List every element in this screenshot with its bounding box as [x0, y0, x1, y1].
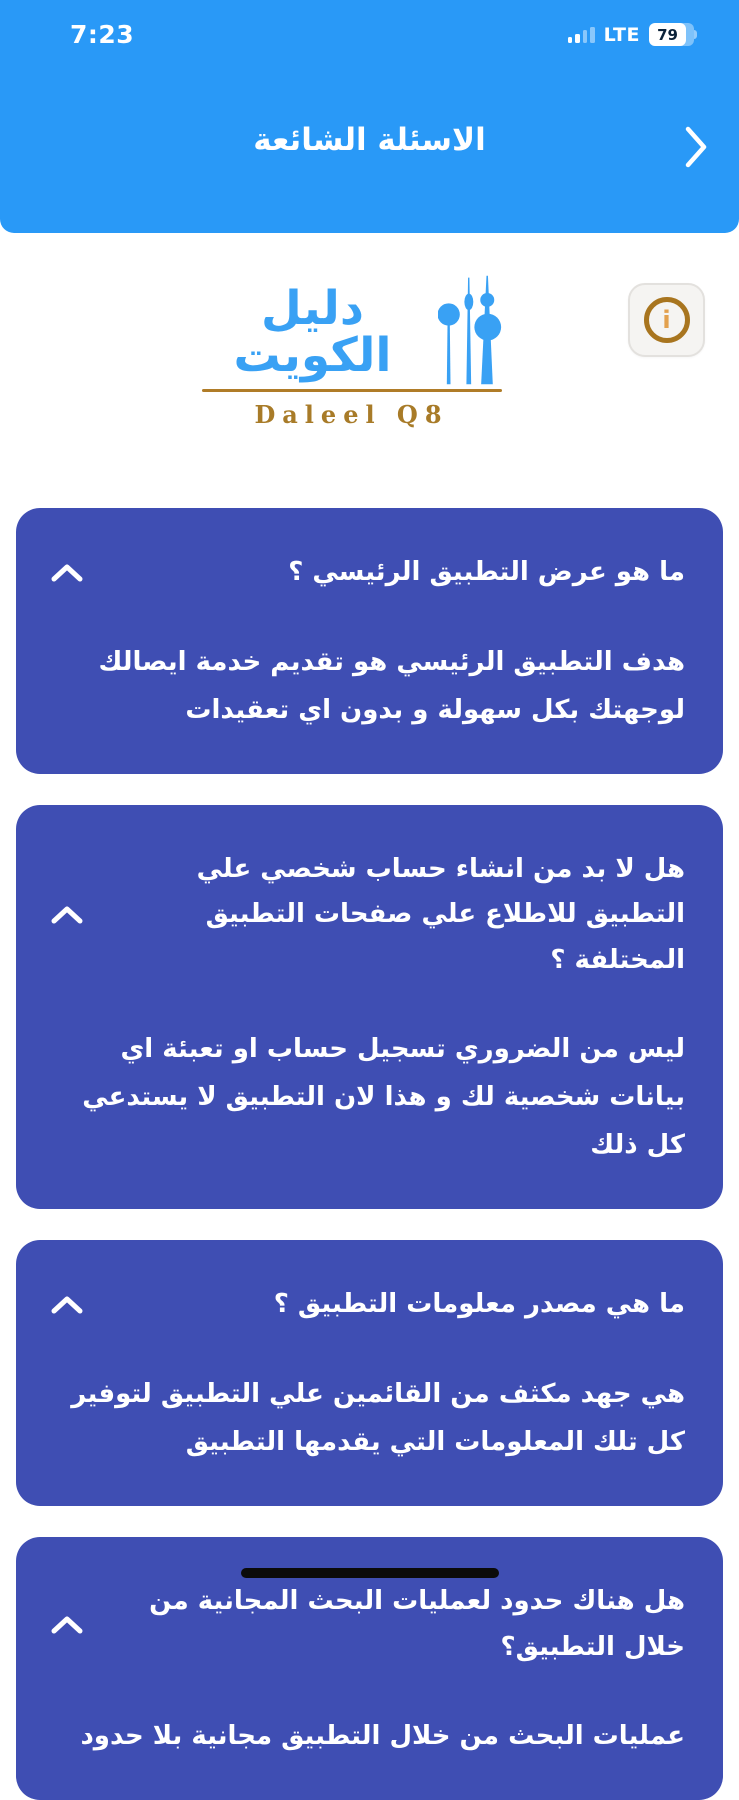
network-type-label: LTE [603, 23, 640, 46]
faq-question: هل هناك حدود لعمليات البحث المجانية من خلال التطبيق؟ [149, 1586, 685, 1662]
chevron-up-icon[interactable] [50, 561, 84, 585]
app-logo [202, 275, 502, 429]
faq-answer: هدف التطبيق الرئيسي هو تقديم خدمة ايصالك لوجهتك بكل سهولة و بدون اي تعقيدات [98, 646, 685, 725]
status-right-cluster [568, 23, 697, 46]
chevron-up-icon[interactable] [50, 1293, 84, 1317]
page-title: الاسئلة الشائعة [253, 122, 486, 158]
faq-question: ما هي مصدر معلومات التطبيق ؟ [273, 1289, 685, 1320]
app-header [0, 0, 739, 233]
status-time: 7:23 [70, 20, 135, 49]
chevron-up-icon[interactable] [50, 1613, 84, 1637]
logo-section [0, 233, 739, 429]
logo-underline [202, 389, 502, 392]
logo-english-name: Daleel Q8 [254, 400, 449, 429]
faq-list [16, 508, 723, 1800]
faq-card-1[interactable] [16, 508, 723, 774]
faq-answer: هي جهد مكثف من القائمين علي التطبيق لتوفير كل تلك المعلومات التي يقدمها التطبيق [71, 1378, 685, 1458]
battery-icon [649, 23, 697, 46]
faq-question: هل لا بد من انشاء حساب شخصي علي التطبيق للاطلاع علي صفحات التطبيق المختلفة ؟ [196, 853, 685, 975]
home-indicator[interactable] [241, 1568, 499, 1578]
chevron-up-icon[interactable] [50, 903, 84, 927]
status-bar [0, 0, 739, 49]
faq-card-2[interactable] [16, 805, 723, 1210]
kuwait-towers-icon [438, 275, 502, 389]
battery-percent-label: 79 [649, 23, 686, 46]
faq-card-3[interactable] [16, 1240, 723, 1506]
faq-answer: عمليات البحث من خلال التطبيق مجانية بلا حدود [80, 1721, 685, 1752]
logo-arabic-name: دليل الكويت [233, 281, 392, 383]
info-icon: i [644, 297, 690, 343]
faq-question: ما هو عرض التطبيق الرئيسي ؟ [288, 557, 685, 587]
info-button[interactable] [628, 283, 705, 357]
faq-answer: ليس من الضروري تسجيل حساب او تعبئة اي بيانات شخصية لك و هذا لان التطبيق لا يستدعي كل ذلك [82, 1034, 685, 1161]
signal-strength-icon [568, 26, 595, 43]
back-chevron-icon[interactable] [681, 124, 711, 170]
